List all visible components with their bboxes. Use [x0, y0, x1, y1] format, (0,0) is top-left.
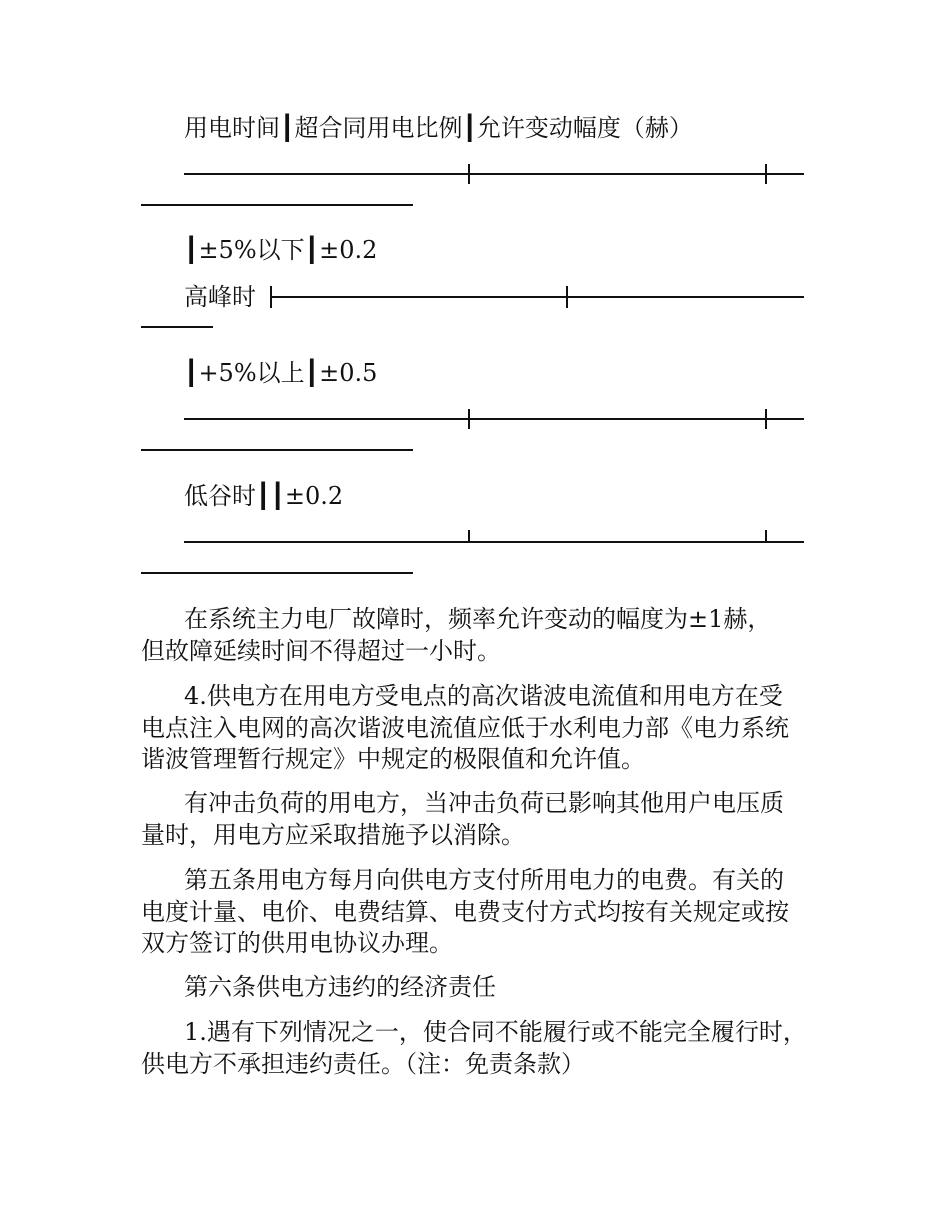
table-rule-2a: [270, 296, 804, 298]
table-row-2-label: 高峰时: [184, 283, 256, 311]
table-row-3: ┃+5%以上┃±0.5: [184, 359, 378, 387]
table-rule-4-tick-a: [468, 530, 470, 542]
table-rule-1-tick-a: [468, 164, 470, 184]
paragraph-2-line-2: 电点注入电网的高次谐波电流值应低于水利电力部《电力系统: [141, 714, 789, 742]
paragraph-2-line-1: 4.供电方在用电方受电点的高次谐波电流值和用电方在受: [184, 682, 783, 710]
table-row-1: ┃±5%以下┃±0.2: [184, 236, 378, 264]
paragraph-2-line-3: 谐波管理暂行规定》中规定的极限值和允许值。: [141, 745, 645, 773]
paragraph-6-line-1: 1.遇有下列情况之一，使合同不能履行或不能完全履行时，: [184, 1018, 807, 1046]
paragraph-4-line-3: 双方签订的供用电协议办理。: [141, 929, 453, 957]
table-row-4: 低谷时┃┃±0.2: [184, 482, 344, 510]
table-rule-3b: [141, 449, 413, 451]
table-header: 用电时间┃超合同用电比例┃允许变动幅度（赫）: [184, 114, 693, 142]
table-rule-4b: [141, 572, 413, 574]
paragraph-3-line-1: 有冲击负荷的用电方，当冲击负荷已影响其他用户电压质: [184, 789, 784, 817]
paragraph-4-line-1: 第五条用电方每月向供电方支付所用电力的电费。有关的: [184, 866, 784, 894]
table-rule-1-tick-b: [765, 164, 767, 184]
paragraph-5-line-1: 第六条供电方违约的经济责任: [184, 973, 496, 1001]
table-rule-1a: [184, 173, 804, 175]
paragraph-1-line-1: 在系统主力电厂故障时，频率允许变动的幅度为±1赫，: [184, 605, 772, 633]
paragraph-1-line-2: 但故障延续时间不得超过一小时。: [141, 637, 501, 665]
table-rule-4a: [184, 541, 804, 543]
paragraph-4-line-2: 电度计量、电价、电费结算、电费支付方式均按有关规定或按: [141, 898, 789, 926]
table-rule-2b: [141, 326, 213, 328]
table-rule-2-tick-mid: [566, 286, 568, 308]
table-rule-1b: [141, 204, 413, 206]
table-rule-3-tick-b: [765, 409, 767, 429]
table-rule-3-tick-a: [468, 409, 470, 429]
paragraph-3-line-2: 量时，用电方应采取措施予以消除。: [141, 821, 525, 849]
paragraph-6-line-2: 供电方不承担违约责任。（注：免责条款）: [141, 1050, 585, 1078]
table-rule-4-tick-b: [765, 530, 767, 542]
table-rule-3a: [184, 418, 804, 420]
